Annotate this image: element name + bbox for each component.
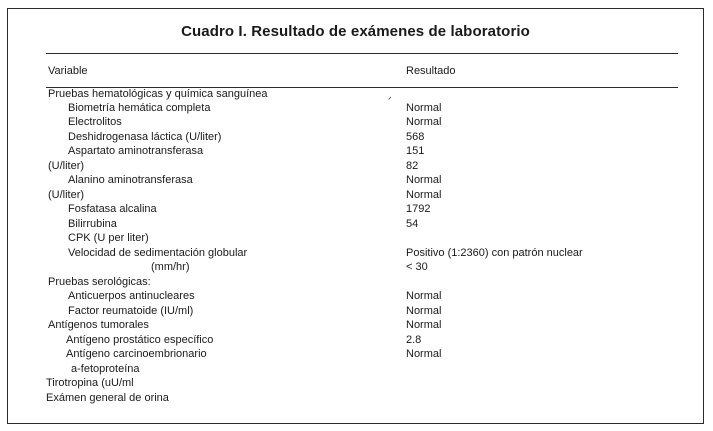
row-result-2: Normal	[406, 116, 442, 128]
row-var-2: Electrolitos	[68, 116, 122, 128]
row-var-8: Fosfatasa alcalina	[68, 203, 157, 215]
row-var-1: Biometría hemática completa	[68, 102, 211, 114]
row-result-6: Normal	[406, 174, 442, 186]
row-var-12: (mm/hr)	[151, 261, 190, 273]
row-var-7: (U/liter)	[48, 189, 85, 201]
row-result-4: 151	[406, 145, 425, 157]
table-frame	[7, 8, 704, 424]
row-result-9: 54	[406, 218, 419, 230]
row-var-0: Pruebas hematológicas y química sanguínea	[48, 88, 268, 100]
row-result-16: Normal	[406, 319, 442, 331]
row-result-5: 82	[406, 160, 419, 172]
row-result-11: Positivo (1:2360) con patrón nuclear	[406, 247, 583, 259]
row-var-11: Velocidad de sedimentación globular	[68, 247, 248, 259]
row-var-10: CPK (U per liter)	[68, 232, 149, 244]
table-title: Cuadro I. Resultado de exámenes de laboratorio	[181, 23, 530, 40]
row-var-18: Antígeno carcinoembrionario	[66, 348, 207, 360]
row-result-8: 1792	[406, 203, 431, 215]
row-var-21: Exámen general de orina	[46, 392, 169, 404]
row-var-15: Factor reumatoide (IU/ml)	[68, 305, 194, 317]
row-result-18: Normal	[406, 348, 442, 360]
row-result-12: < 30	[406, 261, 428, 273]
row-var-6: Alanino aminotransferasa	[68, 174, 193, 186]
header-variable: Variable	[48, 65, 88, 77]
row-result-14: Normal	[406, 290, 442, 302]
title-divider	[46, 53, 678, 54]
row-var-14: Anticuerpos antinucleares	[68, 290, 195, 302]
stray-mark: ᐟ	[388, 95, 392, 105]
row-var-3: Deshidrogenasa láctica (U/liter)	[68, 131, 222, 143]
row-var-13: Pruebas serológicas:	[48, 276, 151, 288]
row-result-15: Normal	[406, 305, 442, 317]
row-result-3: 568	[406, 131, 425, 143]
row-result-7: Normal	[406, 189, 442, 201]
header-result: Resultado	[406, 65, 456, 77]
row-var-16: Antígenos tumorales	[48, 319, 149, 331]
row-result-1: Normal	[406, 102, 442, 114]
row-var-20: Tirotropina (uU/ml	[46, 377, 134, 389]
row-var-4: Aspartato aminotransferasa	[68, 145, 204, 157]
row-var-5: (U/liter)	[48, 160, 85, 172]
row-var-19: a-fetoproteína	[71, 363, 140, 375]
row-var-17: Antígeno prostático específico	[66, 334, 214, 346]
row-result-17: 2.8	[406, 334, 422, 346]
row-var-9: Bilirrubina	[68, 218, 117, 230]
